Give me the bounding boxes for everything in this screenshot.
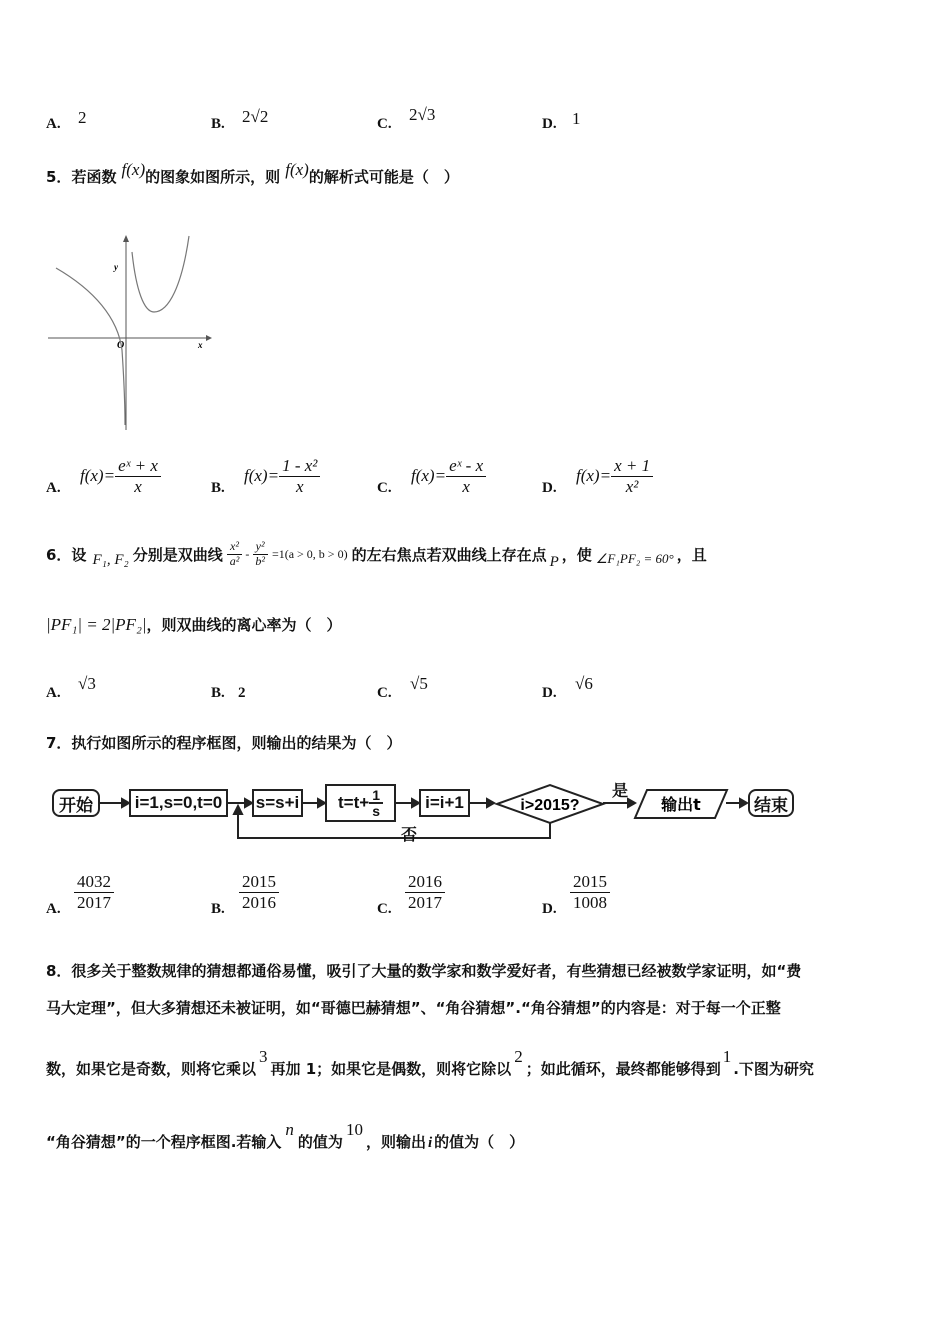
q7-option-b-frac — [239, 872, 279, 912]
q8-n1: 1 — [722, 1047, 732, 1066]
y-axis-arrow-icon — [123, 235, 129, 242]
flow-condition-diamond — [494, 783, 606, 825]
q6-foci: F₁, F₂ — [92, 552, 129, 568]
q5-fx-2: f(x) — [285, 160, 309, 179]
flow-condition: i>2015? — [520, 797, 580, 814]
q8-line4-c: ，则输出 — [365, 1133, 426, 1151]
q6-option-d-letter: D. — [542, 685, 557, 701]
q8-n2: 2 — [514, 1047, 523, 1066]
q8-n10: 10 — [345, 1120, 363, 1139]
q7-option-d-den: 1008 — [573, 892, 607, 912]
q6-eq-x-frac — [227, 540, 243, 569]
q6-point: P — [549, 554, 559, 570]
q7-option-a-letter: A. — [46, 901, 61, 917]
q4-option-a-letter: A. — [46, 116, 61, 132]
q5-fx-1: f(x) — [121, 160, 146, 179]
q6-option-c-letter: C. — [377, 685, 392, 701]
q4-option-d-value: 1 — [572, 109, 581, 128]
q6-option-a-value: √3 — [78, 674, 96, 693]
q6-text-d: ，且 — [676, 546, 707, 564]
q4-option-b-letter: B. — [211, 116, 225, 132]
q4-option-b-value: 2√2 — [242, 107, 269, 126]
right-branch — [132, 236, 189, 312]
flow-t-step-num: 1 — [369, 788, 383, 804]
q5-number: 5． — [46, 168, 72, 186]
x-axis-label: x — [198, 340, 203, 350]
q5-option-a-lhs: f(x)= — [80, 466, 116, 486]
q6-option-a-letter: A. — [46, 685, 61, 701]
q7-option-b-letter: B. — [211, 901, 225, 917]
q5-option-b-lhs: f(x)= — [244, 466, 280, 486]
q5-option-b-den: x — [295, 476, 304, 496]
q5-option-d-letter: D. — [542, 480, 557, 496]
q6-condition: |PF₁| = 2|PF₂| — [46, 614, 147, 634]
q5-option-b-num: 1 - x² — [279, 456, 320, 477]
x-axis-arrow-icon — [206, 335, 212, 341]
q7-option-c-letter: C. — [377, 901, 392, 917]
q6-eq-rest: =1(a > 0, b > 0) — [271, 547, 348, 561]
q8-line3-d: .下图为研究 — [733, 1060, 814, 1078]
q6-text-b: 的左右焦点若双曲线上存在点 — [351, 546, 547, 564]
q8-n3: 3 — [259, 1047, 268, 1066]
q7-option-d-frac — [570, 872, 610, 912]
flow-start: 开始 — [52, 789, 100, 817]
q6-text-a: 分别是双曲线 — [132, 546, 223, 564]
flow-end: 结束 — [748, 789, 794, 817]
q8-line4-a: “角谷猜想”的一个程序框图.若输入 — [46, 1133, 282, 1151]
q8-line3-a: 数，如果它是奇数，则将它乘以 — [46, 1060, 257, 1078]
left-branch — [56, 268, 125, 425]
q6-text-c: ，使 — [561, 546, 592, 564]
q5-option-d-den: x² — [625, 476, 639, 496]
flow-init: i=1,s=0,t=0 — [129, 789, 228, 817]
q7-option-b-den: 2016 — [242, 892, 276, 912]
q5-option-c-formula — [411, 456, 486, 496]
flow-output: 输出t — [661, 795, 701, 814]
q7-stem: 7．执行如图所示的程序框图，则输出的结果为（ ） — [46, 734, 402, 752]
q5-function-graph — [44, 230, 219, 435]
q5-option-b-letter: B. — [211, 480, 225, 496]
y-axis-label: y — [114, 262, 118, 272]
q7-option-d-num: 2015 — [570, 872, 610, 893]
q8-line3-c: ；如此循环，最终都能够得到 — [525, 1060, 721, 1078]
q7-option-a-den: 2017 — [77, 892, 111, 912]
q4-option-a-value: 2 — [78, 108, 87, 127]
q7-option-c-den: 2017 — [408, 892, 442, 912]
q5-option-c-letter: C. — [377, 480, 392, 496]
flow-s-step: s=s+i — [252, 789, 303, 817]
q5-option-a-den: x — [134, 476, 142, 496]
q5-text-b: 的图象如图所示，则 — [145, 168, 281, 186]
q6-option-b-letter: B. — [211, 685, 225, 701]
q6-stem-line1 — [46, 538, 707, 571]
q4-option-c-value: 2√3 — [409, 105, 436, 124]
q6-option-c-value: √5 — [410, 674, 428, 693]
q5-stem — [46, 160, 459, 187]
q6-option-d-value: √6 — [575, 674, 593, 693]
q6-text-e: ，则双曲线的离心率为（ ） — [146, 616, 342, 634]
q5-option-c-lhs: f(x)= — [411, 466, 447, 486]
q6-eq-x-den: a² — [229, 554, 240, 568]
q6-number: 6．设 — [46, 546, 87, 564]
flow-output-parallelogram — [633, 789, 729, 819]
q7-option-a-frac — [74, 872, 114, 912]
q7-option-b-num: 2015 — [239, 872, 279, 893]
q6-eq-y-frac — [252, 540, 268, 569]
flow-t-step — [325, 784, 396, 822]
q5-option-a-letter: A. — [46, 480, 61, 496]
q8-var-i: i — [427, 1135, 433, 1151]
q8-var-n: n — [285, 1120, 294, 1139]
q5-text-a: 若函数 — [71, 168, 117, 186]
q6-eq-minus: - — [245, 547, 250, 561]
q8-line3 — [46, 1047, 814, 1079]
q6-option-b-value: 2 — [238, 685, 246, 701]
q6-eq-y-num: y² — [253, 540, 268, 555]
q6-stem-line2 — [46, 614, 342, 635]
flow-t-step-prefix: t=t+ — [338, 793, 370, 812]
q5-option-a-formula — [80, 456, 161, 496]
q8-line3-b: 再加 1；如果它是偶数，则将它除以 — [270, 1060, 512, 1078]
q4-option-d-letter: D. — [542, 116, 557, 132]
flow-no-label: 否 — [401, 825, 418, 844]
q8-line1: 8．很多关于整数规律的猜想都通俗易懂，吸引了大量的数学家和数学爱好者，有些猜想已经被数学家证明，如“费 — [46, 962, 802, 980]
flow-i-step: i=i+1 — [419, 789, 470, 817]
q8-line4 — [46, 1120, 525, 1152]
q7-option-c-num: 2016 — [405, 872, 445, 893]
q7-option-d-letter: D. — [542, 901, 557, 917]
origin-label: O — [117, 340, 125, 351]
flow-yes-label: 是 — [612, 781, 629, 800]
q5-text-c: 的解析式可能是（ ） — [308, 168, 459, 186]
q6-eq-x-num: x² — [227, 540, 242, 555]
q4-option-c-letter: C. — [377, 116, 392, 132]
q5-option-d-formula — [576, 456, 653, 496]
q5-option-b-formula — [244, 456, 320, 496]
q6-angle: ∠F₁PF₂ = 60° — [595, 550, 674, 566]
q8-line4-d: 的值为（ ） — [434, 1133, 525, 1151]
q5-option-d-lhs: f(x)= — [576, 466, 612, 486]
q5-option-a-num: eˣ + x — [115, 456, 161, 477]
q8-line4-b: 的值为 — [297, 1133, 343, 1151]
q5-option-d-num: x + 1 — [611, 456, 653, 477]
q7-option-a-num: 4032 — [74, 872, 114, 893]
q5-option-c-num: eˣ - x — [446, 456, 486, 477]
q7-option-c-frac — [405, 872, 445, 912]
q5-option-c-den: x — [462, 476, 470, 496]
q6-eq-y-den: b² — [255, 554, 265, 568]
q8-line2: 马大定理”，但大多猜想还未被证明，如“哥德巴赫猜想”、“角谷猜想”.“角谷猜想”的内容是：对于每一个正整 — [46, 999, 781, 1017]
flow-t-step-den: s — [372, 803, 380, 819]
